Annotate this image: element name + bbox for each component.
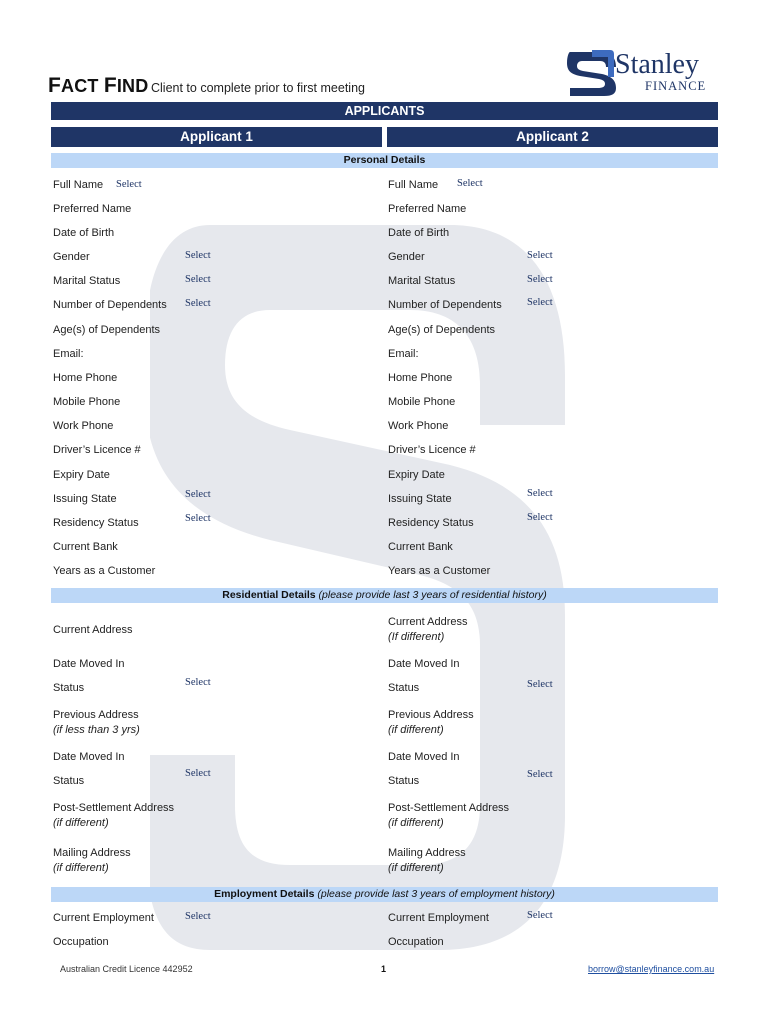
a2-residency-select[interactable]: Select xyxy=(527,512,553,523)
a2-post-settlement-label: Post-Settlement Address xyxy=(388,802,510,814)
a1-status-select[interactable]: Select xyxy=(185,677,211,688)
a2-bank-label: Current Bank xyxy=(388,541,453,553)
a2-expiry-label: Expiry Date xyxy=(388,469,445,481)
a2-email-label: Email: xyxy=(388,348,419,360)
a2-preferred-name-label: Preferred Name xyxy=(388,203,467,215)
logo-wordmark: Stanley xyxy=(615,49,699,80)
a2-gender-select[interactable]: Select xyxy=(527,250,553,261)
a2-dependents-select[interactable]: Select xyxy=(527,297,553,308)
a1-gender-select[interactable]: Select xyxy=(185,250,211,261)
a2-status-label: Status xyxy=(388,682,420,694)
a2-dob-label: Date of Birth xyxy=(388,227,450,239)
a1-gender-label: Gender xyxy=(53,251,90,263)
a1-marital-status-select[interactable]: Select xyxy=(185,274,211,285)
personal-details-section: Personal Details xyxy=(51,153,718,168)
a2-current-employment-label: Current Employment xyxy=(388,912,489,924)
a1-issuing-state-select[interactable]: Select xyxy=(185,489,211,500)
a1-post-settlement-label: Post-Settlement Address xyxy=(53,802,175,814)
a1-preferred-name-label: Preferred Name xyxy=(53,203,132,215)
a2-mailing-address-label: Mailing Address xyxy=(388,847,466,859)
a1-current-address-label: Current Address xyxy=(53,624,133,636)
a2-issuing-state-label: Issuing State xyxy=(388,493,452,505)
a1-prev-status-select[interactable]: Select xyxy=(185,768,211,779)
a2-date-moved-in-label: Date Moved In xyxy=(388,658,460,670)
a1-residency-label: Residency Status xyxy=(53,517,139,529)
a1-work-phone-label: Work Phone xyxy=(53,420,114,432)
a1-previous-address-note: (if less than 3 yrs) xyxy=(53,724,140,736)
a1-residency-select[interactable]: Select xyxy=(185,513,211,524)
a1-post-settlement-note: (if different) xyxy=(53,817,109,829)
residential-details-section: Residential Details (please provide last 3 years of residential history) xyxy=(51,588,718,603)
logo-subtext: FINANCE xyxy=(645,79,707,93)
applicants-header: APPLICANTS xyxy=(51,102,718,120)
page-subtitle: Client to complete prior to first meeting xyxy=(151,81,365,95)
a2-gender-label: Gender xyxy=(388,251,425,263)
a1-occupation-label: Occupation xyxy=(53,936,109,948)
a1-status-label: Status xyxy=(53,682,85,694)
a2-full-name-select[interactable]: Select xyxy=(457,178,483,189)
a1-current-employment-label: Current Employment xyxy=(53,912,154,924)
a2-mailing-address-note: (if different) xyxy=(388,862,444,874)
a2-prev-date-moved-in-label: Date Moved In xyxy=(388,751,460,763)
a1-ages-dependents-label: Age(s) of Dependents xyxy=(53,324,161,336)
a2-current-address-note: (If different) xyxy=(388,631,445,643)
a1-full-name-label: Full Name xyxy=(53,179,104,191)
a1-dependents-select[interactable]: Select xyxy=(185,298,211,309)
a1-marital-status-label: Marital Status xyxy=(53,275,121,287)
a2-ages-dependents-label: Age(s) of Dependents xyxy=(388,324,496,336)
credit-licence-text: Australian Credit Licence 442952 xyxy=(60,964,193,974)
a1-home-phone-label: Home Phone xyxy=(53,372,118,384)
a2-prev-status-select[interactable]: Select xyxy=(527,769,553,780)
a2-marital-status-label: Marital Status xyxy=(388,275,456,287)
a2-full-name-label: Full Name xyxy=(388,179,439,191)
a1-prev-date-moved-in-label: Date Moved In xyxy=(53,751,125,763)
applicant-1-header: Applicant 1 xyxy=(51,127,382,147)
a2-previous-address-label: Previous Address xyxy=(388,709,474,721)
a1-mobile-phone-label: Mobile Phone xyxy=(53,396,121,408)
a2-issuing-state-select[interactable]: Select xyxy=(527,488,553,499)
a1-dependents-label: Number of Dependents xyxy=(53,299,167,311)
page-number: 1 xyxy=(381,964,387,974)
a2-work-phone-label: Work Phone xyxy=(388,420,449,432)
a2-licence-label: Driver’s Licence # xyxy=(388,444,476,456)
a1-expiry-label: Expiry Date xyxy=(53,469,110,481)
a1-bank-label: Current Bank xyxy=(53,541,118,553)
a1-issuing-state-label: Issuing State xyxy=(53,493,117,505)
a1-licence-label: Driver’s Licence # xyxy=(53,444,141,456)
a2-previous-address-note: (if different) xyxy=(388,724,444,736)
a1-email-label: Email: xyxy=(53,348,84,360)
a1-full-name-select[interactable]: Select xyxy=(116,179,142,190)
employment-details-section: Employment Details (please provide last 3 years of employment history) xyxy=(51,887,718,902)
a2-mobile-phone-label: Mobile Phone xyxy=(388,396,456,408)
a2-marital-status-select[interactable]: Select xyxy=(527,274,553,285)
applicant-2-header: Applicant 2 xyxy=(387,127,718,147)
a2-current-address-label: Current Address xyxy=(388,616,468,628)
a1-mailing-address-note: (if different) xyxy=(53,862,109,874)
a2-years-customer-label: Years as a Customer xyxy=(388,565,491,577)
a1-dob-label: Date of Birth xyxy=(53,227,115,239)
a2-home-phone-label: Home Phone xyxy=(388,372,453,384)
a1-previous-address-label: Previous Address xyxy=(53,709,139,721)
a1-mailing-address-label: Mailing Address xyxy=(53,847,131,859)
a1-date-moved-in-label: Date Moved In xyxy=(53,658,125,670)
a2-post-settlement-note: (if different) xyxy=(388,817,444,829)
a2-status-select[interactable]: Select xyxy=(527,679,553,690)
a2-occupation-label: Occupation xyxy=(388,936,444,948)
a1-prev-status-label: Status xyxy=(53,775,85,787)
page-title: FACT FIND xyxy=(48,74,149,97)
a1-employment-select[interactable]: Select xyxy=(185,911,211,922)
a1-years-customer-label: Years as a Customer xyxy=(53,565,156,577)
a2-prev-status-label: Status xyxy=(388,775,420,787)
a2-employment-select[interactable]: Select xyxy=(527,910,553,921)
a2-dependents-label: Number of Dependents xyxy=(388,299,502,311)
contact-email-link[interactable]: borrow@stanleyfinance.com.au xyxy=(588,964,715,974)
a2-residency-label: Residency Status xyxy=(388,517,474,529)
